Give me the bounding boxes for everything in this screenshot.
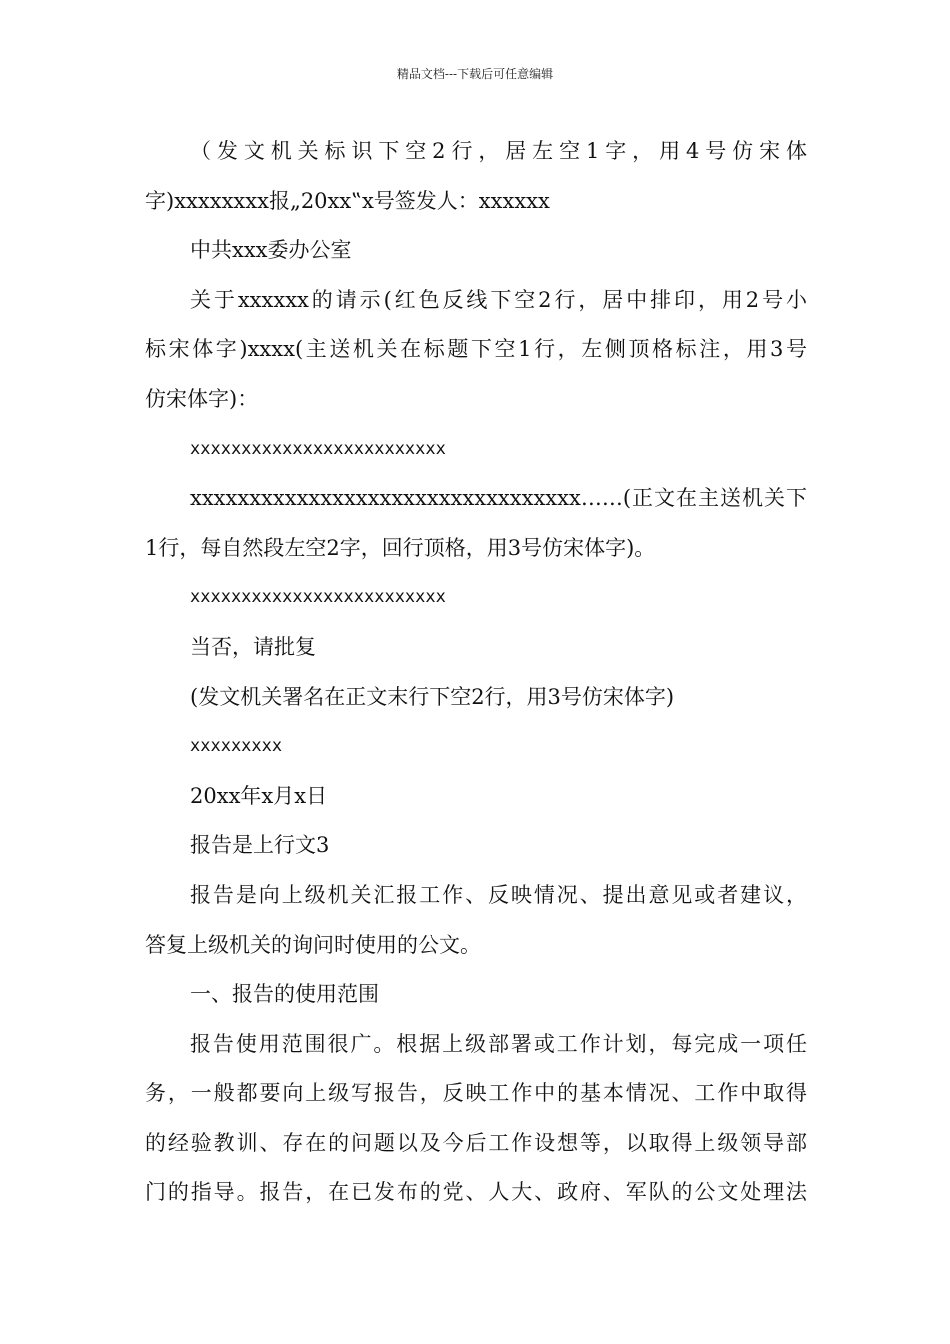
text-line: 报告是向上级机关汇报工作、反映情况、提出意见或者建议， [190,882,807,907]
text-line: 务，一般都要向上级写报告，反映工作中的基本情况、工作中取得 [145,1081,807,1106]
text-line: 字)xxxxxxxx报„20xx‟x号签发人：xxxxxx [145,188,550,213]
text-line: xxxxxxxxxxxxxxxxxxxxxxxxxxxxxxxxx……(正文在主送机关下 [190,486,807,511]
text-line: (发文机关署名在正文末行下空2行，用3号仿宋体字) [190,684,675,709]
text-line: xxxxxxxxxxxxxxxxxxxxxxxxx [190,438,446,459]
text-line: 1行，每自然段左空2字，回行顶格，用3号仿宋体字)。 [145,535,656,560]
text-line: （发文机关标识下空2行，居左空1字，用4号仿宋体 [190,139,807,163]
text-line: 报告使用范围很广。根据上级部署或工作计划，每完成一项任 [190,1031,807,1056]
text-line: 20xx年x月x日 [190,783,328,808]
text-line: 一、报告的使用范围 [190,982,379,1007]
text-line: 报告是上行文3 [190,833,330,858]
text-line: 关于xxxxxx的请示(红色反线下空2行，居中排印，用2号小 [190,287,807,312]
text-line: 答复上级机关的询问时使用的公文。 [145,932,481,957]
text-line: xxxxxxxxx [190,736,283,757]
page-header: 精品文档---下载后可任意编辑 [396,67,554,81]
text-line: xxxxxxxxxxxxxxxxxxxxxxxxx [190,587,446,608]
text-line: 门的指导。报告，在已发布的党、人大、政府、军队的公文处理法 [145,1180,807,1205]
text-line: 标宋体字)xxxx(主送机关在标题下空1行，左侧顶格标注，用3号 [145,337,807,362]
text-line: 中共xxx委办公室 [190,238,352,263]
text-line: 当否，请批复 [190,634,316,659]
document-body [145,127,807,1218]
text-line: 的经验教训、存在的问题以及今后工作设想等，以取得上级领导部 [145,1130,807,1155]
text-line: 仿宋体字)： [145,386,259,411]
